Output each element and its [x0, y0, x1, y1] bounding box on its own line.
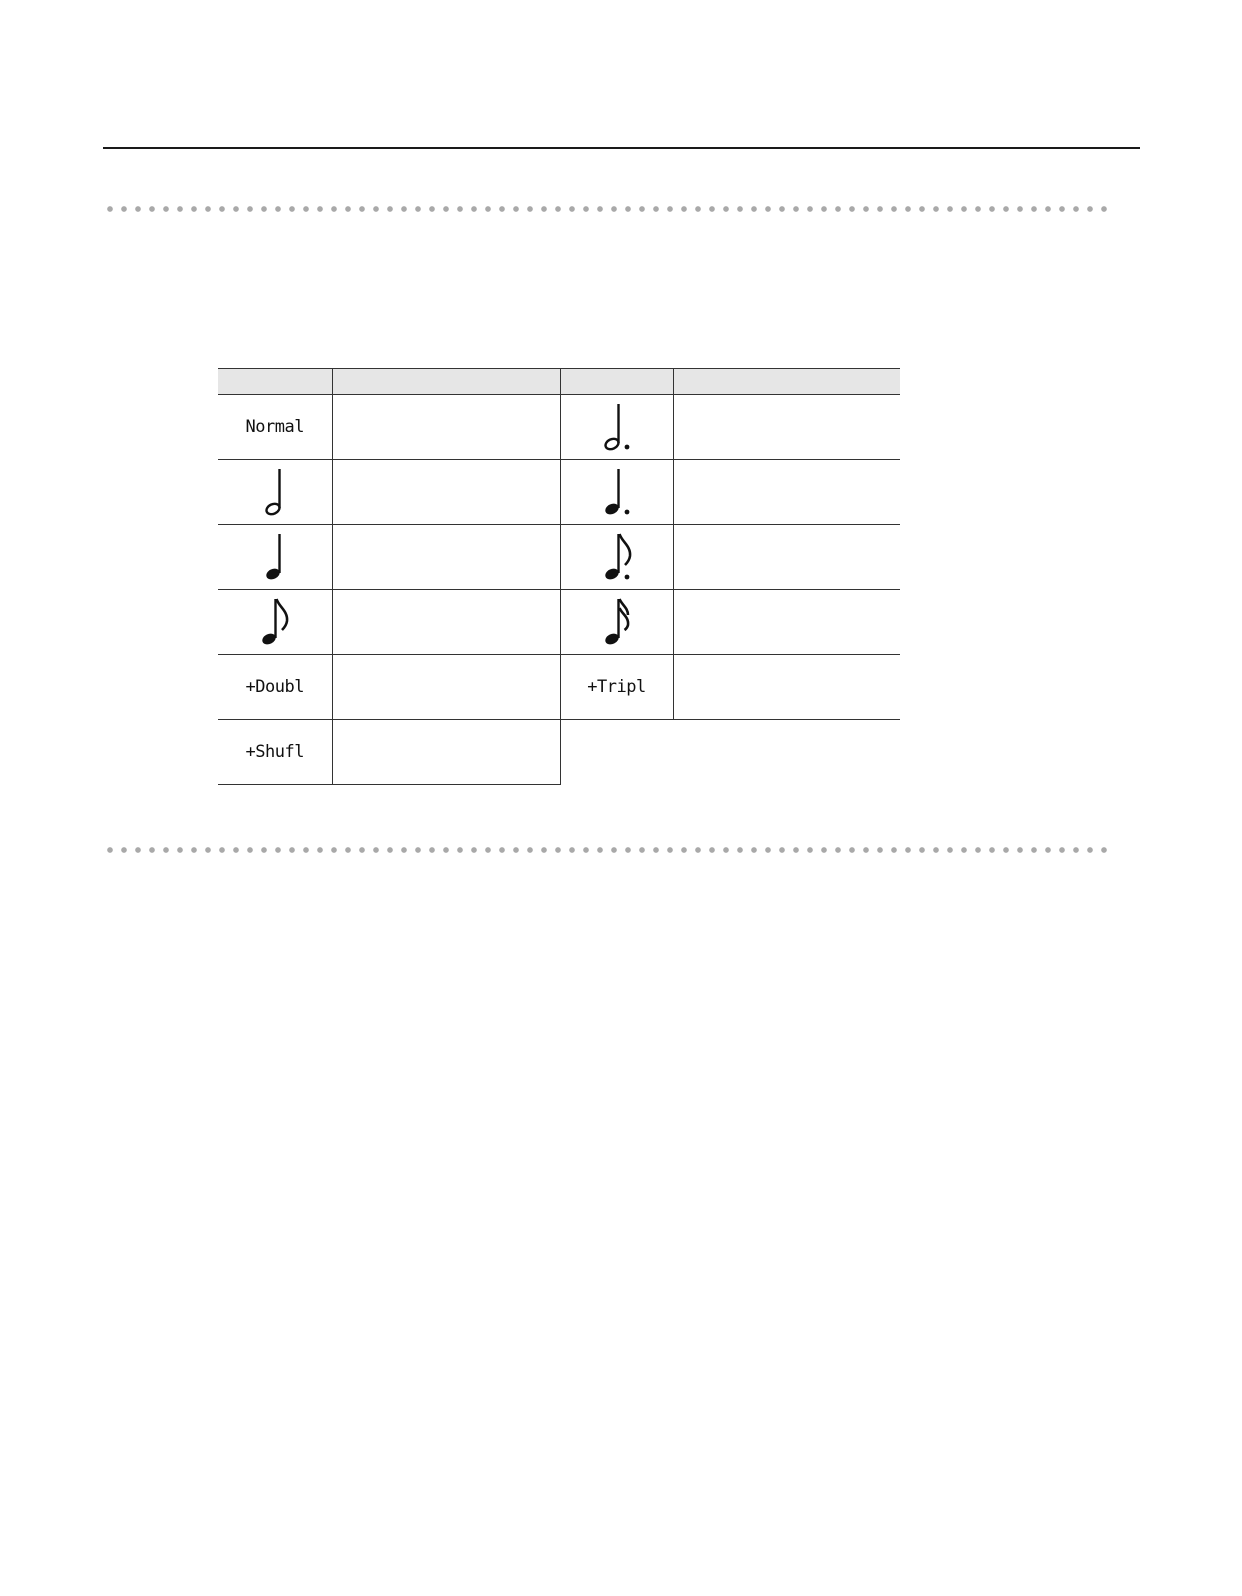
table-row [218, 590, 900, 655]
description-cell [332, 395, 560, 460]
symbol-cell [560, 460, 673, 525]
dotted-quarter-note-icon [597, 465, 637, 519]
empty-cell [673, 720, 900, 785]
table-header-row [218, 369, 900, 395]
dotted-half-note-icon [597, 400, 637, 454]
eighth-note-icon [255, 595, 295, 649]
description-cell [673, 590, 900, 655]
sixteenth-note-icon [597, 595, 637, 649]
table-row [218, 655, 900, 720]
tripl-label: +Tripl [587, 677, 646, 697]
symbol-cell [218, 395, 332, 460]
empty-cell [560, 720, 673, 785]
half-note-icon [255, 465, 295, 519]
table-row [218, 525, 900, 590]
shufl-label: +Shufl [245, 742, 304, 762]
symbol-cell [560, 590, 673, 655]
description-cell [332, 590, 560, 655]
description-cell [332, 525, 560, 590]
description-cell [332, 460, 560, 525]
dotted-eighth-note-icon [597, 530, 637, 584]
quarter-note-icon [255, 530, 295, 584]
symbol-cell [560, 525, 673, 590]
description-cell [673, 655, 900, 720]
symbol-cell [218, 655, 332, 720]
description-cell [332, 655, 560, 720]
normal-label: Normal [245, 417, 304, 437]
symbol-cell [218, 590, 332, 655]
table-header-cell [673, 369, 900, 395]
dotted-separator [103, 206, 1107, 212]
symbol-cell [560, 655, 673, 720]
table-header-cell [332, 369, 560, 395]
note-value-table [218, 368, 900, 785]
dotted-separator [103, 847, 1107, 853]
top-rule [103, 147, 1140, 149]
description-cell [673, 460, 900, 525]
description-cell [332, 720, 560, 785]
table-row [218, 720, 900, 785]
description-cell [673, 395, 900, 460]
symbol-cell [218, 525, 332, 590]
symbol-cell [218, 720, 332, 785]
doubl-label: +Doubl [245, 677, 304, 697]
description-cell [673, 525, 900, 590]
table-row [218, 395, 900, 460]
table-header-cell [560, 369, 673, 395]
symbol-cell [218, 460, 332, 525]
symbol-cell [560, 395, 673, 460]
table-row [218, 460, 900, 525]
table-header-cell [218, 369, 332, 395]
